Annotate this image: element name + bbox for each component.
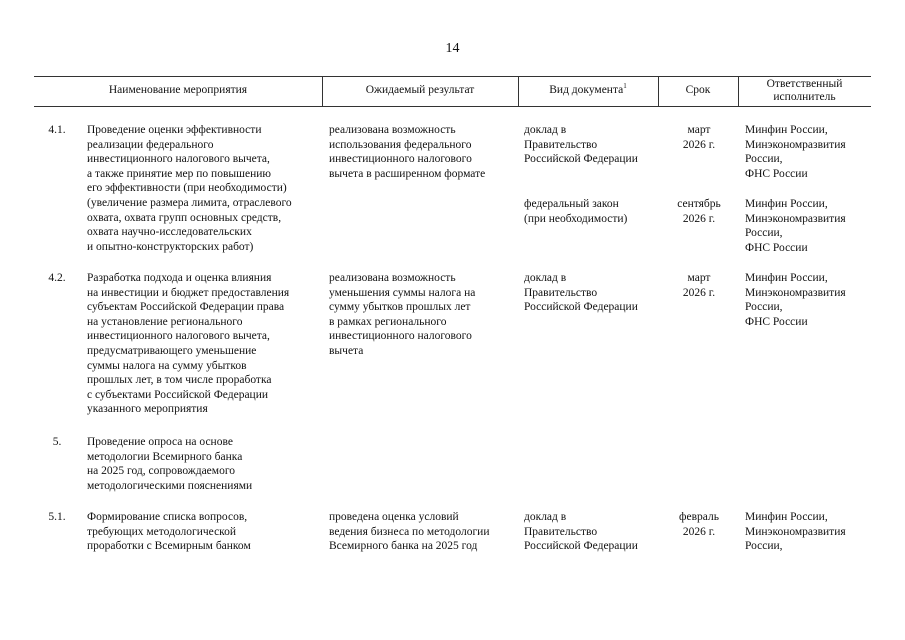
- measure-name: Проведение оценки эффективности реализации федерального инвестиционного налогового вычета, а также принятие мер по повышению его эффективности (при необходимости) (увеличение размера лимита, отраслевого охвата, охвата групп основных средств, охвата научно-исследовательских и опытно-конструкторских работ): [87, 124, 292, 253]
- document-type: доклад в Правительство Российской Федерации: [524, 124, 638, 166]
- row-number: 5.: [52, 436, 62, 448]
- column-header-exec: [738, 76, 871, 106]
- measure-name: Разработка подхода и оценка влияния на инвестиции и бюджет предоставления субъектам Российской Федерации права на установление регионального инвестиционного налогового вычета, предусматривающего уменьшение суммы налога на сумму убытков прошлых лет, в том числе проработка с субъектами Российской Федерации указанного мероприятия: [87, 272, 290, 416]
- row-number: 4.1.: [48, 124, 66, 136]
- column-header-result-label: Ожидаемый результат: [365, 84, 475, 97]
- page-number: 14: [445, 41, 460, 56]
- responsible-executor: Минфин России, Минэкономразвития России, ФНС России: [745, 272, 846, 328]
- column-header-term-label: Срок: [685, 84, 711, 97]
- column-header-result: [322, 76, 518, 106]
- expected-result: реализована возможность уменьшения суммы налога на сумму убытков прошлых лет в рамках регионального инвестиционного налогового вычета: [329, 272, 476, 357]
- deadline: сентябрь 2026 г.: [677, 198, 721, 225]
- row-number: 4.2.: [48, 272, 66, 284]
- document-type: доклад в Правительство Российской Федерации: [524, 272, 638, 314]
- column-header-term: [658, 76, 738, 106]
- document-type: доклад в Правительство Российской Федерации: [524, 511, 638, 553]
- responsible-executor: Минфин России, Минэкономразвития России, ФНС России: [745, 124, 846, 180]
- footnote-marker: 1: [623, 82, 627, 91]
- expected-result: проведена оценка условий ведения бизнеса по методологии Всемирного банка на 2025 год: [329, 511, 490, 553]
- measure-name: Формирование списка вопросов, требующих методологической проработки с Всемирным банком: [87, 511, 251, 553]
- document-type: федеральный закон (при необходимости): [524, 198, 628, 225]
- expected-result: реализована возможность использования федерального инвестиционного налогового вычета в расширенном формате: [329, 124, 486, 180]
- deadline: февраль 2026 г.: [679, 511, 719, 538]
- responsible-executor: Минфин России, Минэкономразвития России, ФНС России: [745, 198, 846, 254]
- column-header-exec-label: Ответственный исполнитель: [766, 77, 843, 103]
- row-number: 5.1.: [48, 511, 66, 523]
- column-header-doc-text: Вид документа: [549, 84, 624, 97]
- deadline: март 2026 г.: [682, 124, 716, 151]
- table-header-bottom-border: [34, 106, 871, 107]
- column-header-name-label: Наименование мероприятия: [108, 84, 248, 97]
- column-header-name: [34, 76, 322, 106]
- deadline: март 2026 г.: [682, 272, 716, 299]
- responsible-executor: Минфин России, Минэкономразвития России,: [745, 511, 846, 553]
- column-header-doc: [518, 76, 658, 106]
- measure-name: Проведение опроса на основе методологии Всемирного банка на 2025 год, сопровождаемого методологическими пояснениями: [87, 436, 253, 492]
- column-header-doc-label: [549, 84, 626, 98]
